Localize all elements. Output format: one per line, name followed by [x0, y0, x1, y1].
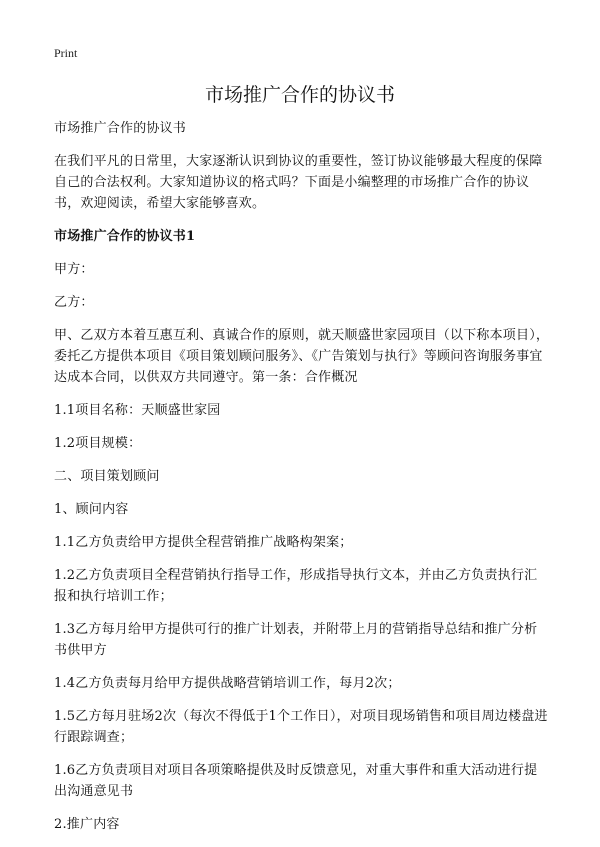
paragraph-intro: 在我们平凡的日常里，大家逐渐认识到协议的重要性，签订协议能够最大程度的保障自己的合法权利。大家知道协议的格式吗？下面是小编整理的市场推广合作的协议书，欢迎阅读，希望大家能够喜欢。 — [54, 154, 543, 211]
document-body — [54, 118, 550, 847]
clause-1-2: 1.2项目规模： — [54, 436, 142, 451]
section-2-heading: 二、项目策划顾问 — [54, 469, 160, 484]
item-1-5: 1.5乙方每月驻场2次（每次不得低于1个工作日），对项目现场销售和项目周边楼盘进行跟踪调查； — [54, 709, 548, 745]
item-1-1: 1.1乙方负责给甲方提供全程营销推广战略构架案； — [54, 535, 353, 550]
item-1-2: 1.2乙方负责项目全程营销执行指导工作，形成指导执行文本，并由乙方负责执行汇报和执行培训工作； — [54, 568, 538, 604]
print-label: Print — [54, 46, 78, 60]
party-b-line: 乙方： — [54, 295, 94, 310]
item-1-3: 1.3乙方每月给甲方提供可行的推广计划表，并附带上月的营销指导总结和推广分析书供甲方 — [54, 622, 538, 658]
document-title: 市场推广合作的协议书 — [204, 84, 395, 106]
party-a-line: 甲方： — [54, 262, 94, 277]
paragraph-agreement-preamble: 甲、乙双方本着互惠互利、真诚合作的原则，就天顺盛世家园项目（以下称本项目），委托乙方提供本项目《项目策划顾问服务》、《广告策划与执行》等顾问咨询服务事宜达成本合同，以供双方共同遵守。第一条：合作概况 — [54, 328, 550, 385]
paragraph-subtitle: 市场推广合作的协议书 — [54, 121, 187, 136]
item-1-4: 1.4乙方负责每月给甲方提供战略营销培训工作，每月2次； — [54, 676, 401, 691]
item-1-6: 1.6乙方负责项目对项目各项策略提供及时反馈意见，对重大事件和重大活动进行提出沟通意见书 — [54, 763, 538, 799]
subsection-2-heading: 2.推广内容 — [54, 817, 120, 832]
section-heading: 市场推广合作的协议书1 — [54, 229, 196, 244]
clause-1-1: 1.1项目名称：天顺盛世家园 — [54, 403, 221, 418]
subsection-1-heading: 1、顾问内容 — [54, 502, 129, 517]
